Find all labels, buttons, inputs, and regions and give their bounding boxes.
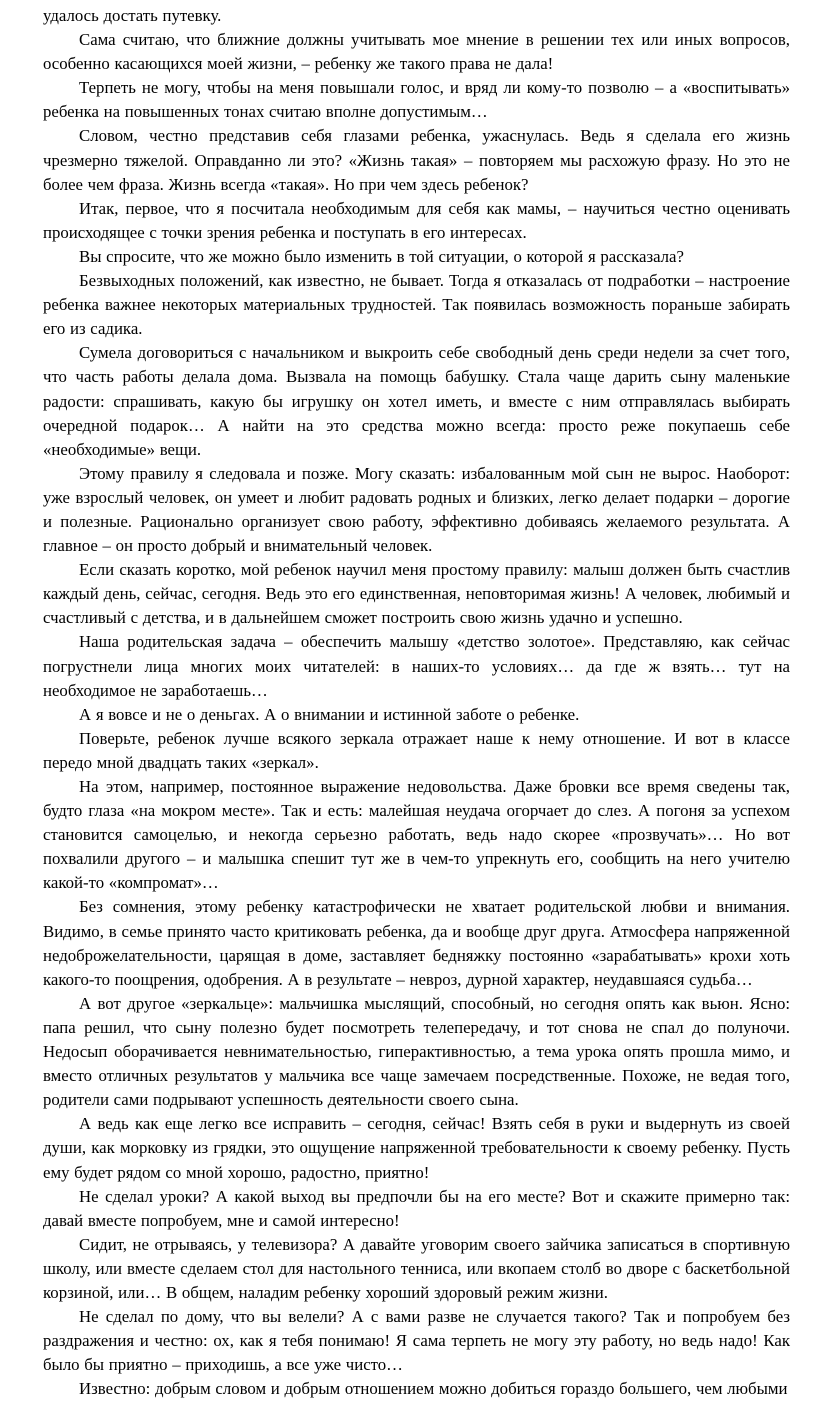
paragraph: удалось достать путевку. [43, 6, 222, 25]
paragraph: Наша родительская задача – обеспечить малышу «детство золотое». Представляю, как сейчас погрустнели лица многих моих читателей: в наших-то условиях… да где ж взять… тут на необходимое не заработаешь… [43, 632, 790, 700]
paragraph: Без сомнения, этому ребенку катастрофически не хватает родительской любви и внимания. Видимо, в семье принято часто критиковать ребенка, да и вообще друг друга. Атмосфера напряженной недоброжелательности, царящая в доме, заставляет бедняжку постоянно «зарабатывать» крохи хоть какого-то поощрения, одобрения. А в результате – невроз, дурной характер, неудавшаяся судьба… [43, 897, 790, 989]
paragraph: Не сделал уроки? А какой выход вы предпочли бы на его месте? Вот и скажите примерно так: давай вместе попробуем, мне и самой интересно! [43, 1186, 790, 1230]
paragraph: Вы спросите, что же можно было изменить в той ситуации, о которой я рассказала? [79, 246, 684, 266]
document-body [43, 4, 790, 1401]
paragraph: Известно: добрым словом и добрым отношением можно добиться гораздо большего, чем любыми [79, 1379, 788, 1399]
paragraph: Итак, первое, что я посчитала необходимым для себя как мамы, – научиться честно оценивать происходящее с точки зрения ребенка и поступать в его интересах. [43, 198, 790, 242]
paragraph: А вот другое «зеркальце»: мальчишка мыслящий, способный, но сегодня опять как вьюн. Ясно: папа решил, что сыну полезно будет посмотреть телепередачу, и тот снова не спал до полуночи. Недосып оборачивается невнимательностью, гиперактивностью, а тема урока опять прошла мимо, и вместо отличных результатов у мальчика все чаще замечаем посредственные. Похоже, не ведая того, родители сами подрывают успешность деятельности своего сына. [43, 993, 790, 1110]
paragraph: Терпеть не могу, чтобы на меня повышали голос, и вряд ли кому-то позволю – а «воспитывать» ребенка на повышенных тонах считаю вполне допустимым… [43, 78, 790, 122]
paragraph: Сама считаю, что ближние должны учитывать мое мнение в решении тех или иных вопросов, особенно касающихся моей жизни, – ребенку же такого права не дала! [43, 30, 790, 74]
paragraph: Поверьте, ребенок лучше всякого зеркала отражает наше к нему отношение. И вот в классе передо мной двадцать таких «зеркал». [43, 728, 790, 772]
paragraph: А я вовсе и не о деньгах. А о внимании и истинной заботе о ребенке. [79, 704, 580, 724]
paragraph: Сидит, не отрываясь, у телевизора? А давайте уговорим своего зайчика записаться в спортивную школу, или вместе сделаем стол для настольного тенниса, или вкопаем столб во дворе с баскетбольной корзиной, или… В общем, наладим ребенку хороший здоровый режим жизни. [43, 1234, 790, 1302]
paragraph: Словом, честно представив себя глазами ребенка, ужаснулась. Ведь я сделала его жизнь чрезмерно тяжелой. Оправданно ли это? «Жизнь такая» – повторяем мы расхожую фразу. Но это не более чем фраза. Жизнь всегда «такая». Но при чем здесь ребенок? [43, 126, 790, 194]
paragraph: Этому правилу я следовала и позже. Могу сказать: избалованным мой сын не вырос. Наоборот: уже взрослый человек, он умеет и любит радовать родных и близких, легко делает подарки – дорогие и полезные. Рационально организует свою работу, эффективно добиваясь желаемого результата. А главное – он просто добрый и внимательный человек. [43, 463, 790, 556]
paragraph: Не сделал по дому, что вы велели? А с вами разве не случается такого? Так и попробуем без раздражения и честно: ох, как я тебя понимаю! Я сама терпеть не могу эту работу, но ведь надо! Как было бы приятно – приходишь, а все уже чисто… [43, 1307, 790, 1375]
paragraph: А ведь как еще легко все исправить – сегодня, сейчас! Взять себя в руки и выдернуть из своей души, как морковку из грядки, это ощущение напряженной требовательности к своему ребенку. Пусть ему будет рядом со мной хорошо, радостно, приятно! [43, 1114, 790, 1182]
paragraph: На этом, например, постоянное выражение недовольства. Даже бровки все время сведены так, будто глаза «на мокром месте». Так и есть: малейшая неудача огорчает до слез. А погоня за успехом становится самоцелью, и некогда серьезно работать, ведь надо скорее «прозвучать»… Но вот похвалили другого – и малышка спешит тут же в чем-то упрекнуть его, сообщить на него учителю какой-то «компромат»… [43, 777, 790, 893]
paragraph: Сумела договориться с начальником и выкроить себе свободный день среди недели за счет того, что часть работы делала дома. Вызвала на помощь бабушку. Стала чаще дарить сыну маленькие радости: спрашивать, какую бы игрушку он хотел иметь, и вместе с ним отправлялась выбирать очередной подарок… А найти на это средства можно всегда: просто реже покупаешь себе «необходимые» вещи. [43, 343, 790, 459]
paragraph: Если сказать коротко, мой ребенок научил меня простому правилу: малыш должен быть счастлив каждый день, сейчас, сегодня. Ведь это его единственная, неповторимая жизнь! А человек, любимый и счастливый с детства, и в дальнейшем сможет построить свою жизнь удачно и успешно. [43, 560, 790, 628]
paragraph: Безвыходных положений, как известно, не бывает. Тогда я отказалась от подработки – настроение ребенка важнее некоторых материальных трудностей. Так появилась возможность пораньше забирать его из садика. [43, 271, 790, 339]
